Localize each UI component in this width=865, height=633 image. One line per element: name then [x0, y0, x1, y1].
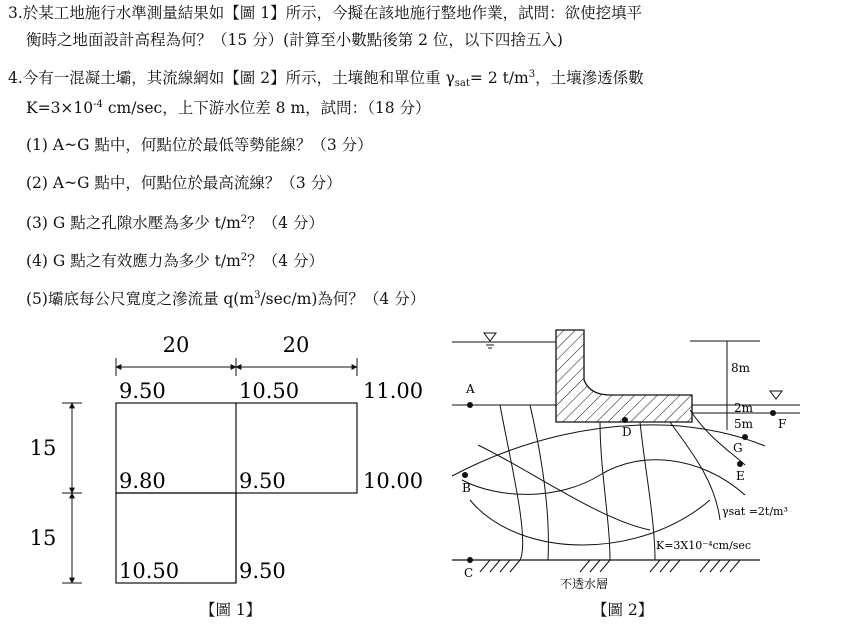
q4-sub3: (3) G 點之孔隙水壓為多少 $t/m^2$？（4 分） [26, 214, 324, 232]
figure-2-flownet [440, 320, 865, 633]
elev-r1c2: 10.50 [239, 379, 300, 403]
dim-top-left: 20 [162, 333, 190, 357]
elev-r1c3: 11.00 [363, 379, 424, 403]
dim-top-right: 20 [282, 333, 310, 357]
point-g: G [733, 441, 743, 455]
point-e: E [736, 469, 745, 483]
figure-2-caption: 【圖 2】 [592, 601, 654, 619]
dim-side-bottom: 15 [29, 526, 57, 550]
upstream-water-icon [484, 333, 496, 341]
q3-line2: 衡時之地面設計高程為何？（15 分）(計算至小數點後第 2 位，以下四捨五入) [26, 31, 563, 49]
q4-sub4: (4) G 點之有效應力為多少 $t/m^2$？（4 分） [26, 252, 324, 270]
point-a: A [466, 382, 475, 396]
q3-line1: 3.於某工地施行水準測量結果如【圖 1】所示，今擬在該地施行整地作業，試問：欲使挖填平 [8, 4, 643, 22]
downstream-water-icon [770, 391, 782, 399]
elev-r3c2: 9.50 [239, 559, 286, 583]
elev-r2c2: 9.50 [239, 469, 286, 493]
dim-side-top: 15 [29, 436, 57, 460]
gamma-label: γsat =2t/m³ [722, 505, 788, 518]
q4-line1: 4.今有一混凝土壩，其流線網如【圖 2】所示，土壤飽和單位重 $\gamma_{sat}= 2$ $t/m^3$，土壤滲透係數 [8, 69, 644, 89]
figure-1-grid [0, 320, 440, 633]
elev-r2c3: 10.00 [363, 469, 424, 493]
q4-sub2: (2) A~G 點中，何點位於最高流線？（3 分） [26, 174, 342, 192]
q4-sub1: (1) A~G 點中，何點位於最低等勢能線？（3 分） [26, 136, 373, 154]
figure-1-caption: 【圖 1】 [200, 601, 262, 619]
q4-line2: $K=3\times 10^{-4}$ cm/sec，上下游水位差 8 m，試問：（18 分） [26, 99, 431, 117]
impervious-label: 不透水層 [560, 577, 609, 591]
point-c: C [464, 566, 474, 580]
point-d: D [622, 425, 632, 439]
elev-r3c1: 10.50 [119, 559, 180, 583]
point-b: B [462, 481, 471, 495]
q4-sub5: (5)壩底每公尺寬度之滲流量 $q(m^3/\sec/m)$為何？（4 分） [26, 290, 426, 308]
label-2m: 2m [734, 401, 754, 415]
label-8m: 8m [731, 361, 751, 375]
label-5m: 5m [734, 417, 754, 431]
point-f: F [778, 417, 787, 431]
elev-r2c1: 9.80 [119, 469, 166, 493]
elev-r1c1: 9.50 [119, 379, 166, 403]
k-label: K=3X10⁻⁴cm/sec [656, 539, 752, 552]
